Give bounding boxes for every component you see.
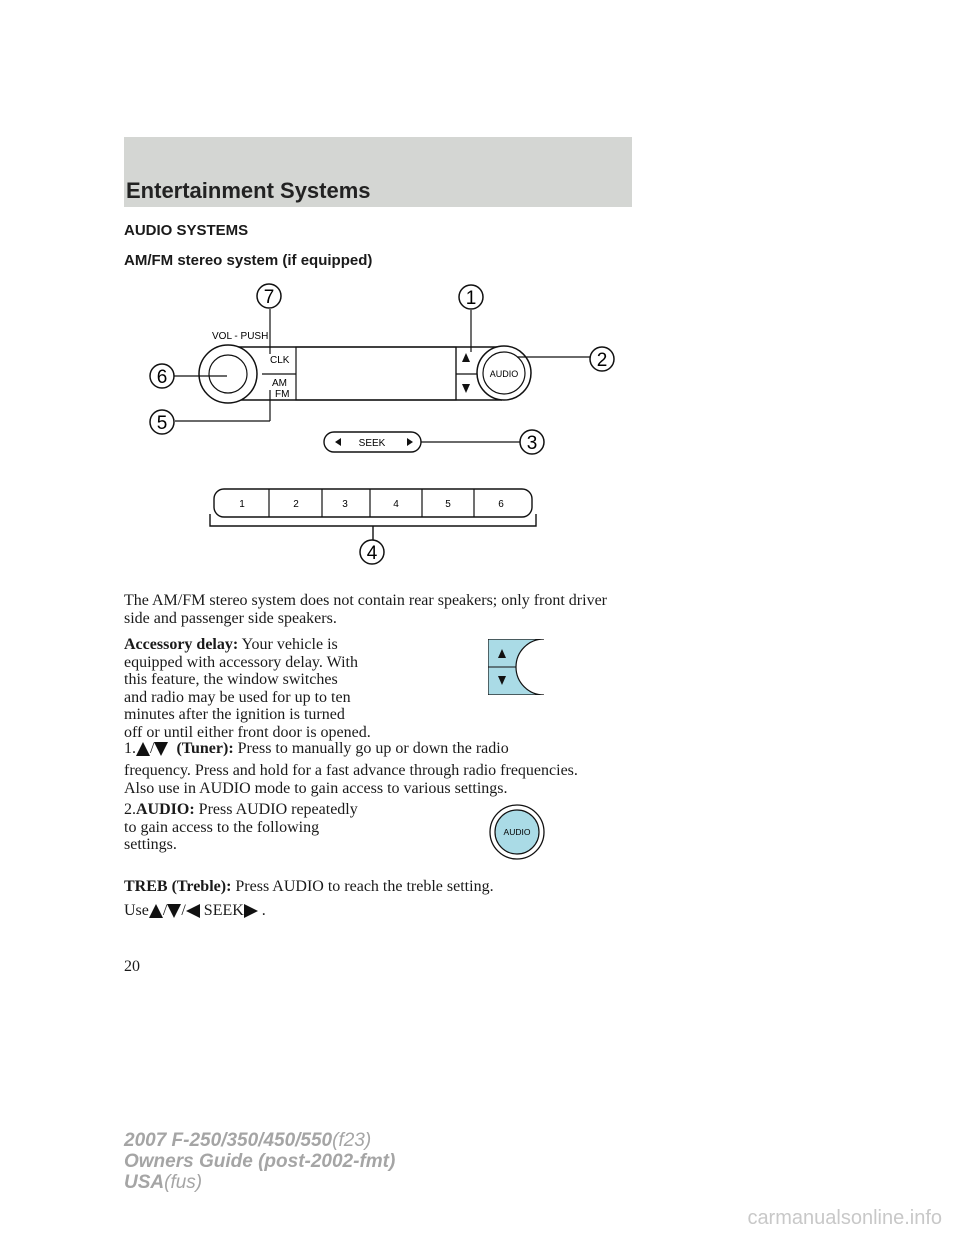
item2-number: 2. — [124, 801, 136, 818]
item1-term: (Tuner): — [176, 740, 234, 757]
treb-text: Press AUDIO to reach the treble setting. — [235, 878, 494, 895]
treb-term: TREB (Treble): — [124, 878, 232, 895]
audio-knob-label: AUDIO — [489, 369, 519, 379]
preset-3: 3 — [342, 499, 348, 510]
display-window — [296, 347, 456, 400]
item1-number: 1. — [124, 740, 136, 757]
section-heading: AUDIO SYSTEMS — [124, 222, 249, 239]
footer-region: USA — [124, 1172, 165, 1193]
seek-label: SEEK — [358, 438, 386, 449]
item1-first-line — [124, 740, 644, 758]
accessory-line-2: equipped with accessory delay. With — [124, 653, 358, 671]
section-subheading: AM/FM stereo system (if equipped) — [124, 252, 373, 269]
use-seek: SEEK — [203, 902, 244, 919]
callout-6 — [150, 364, 174, 388]
accessory-line-3: this feature, the window switches — [124, 671, 338, 689]
audio-knob-icon — [488, 803, 546, 861]
item2-paragraph — [124, 801, 464, 854]
accessory-line-1: Your vehicle is — [241, 636, 338, 653]
tuner-down-arrow — [462, 384, 470, 393]
fm-label: FM — [275, 389, 290, 400]
svg-text:AUDIO: AUDIO — [503, 827, 531, 837]
page-header-title: Entertainment Systems — [126, 178, 371, 203]
callout-1 — [459, 285, 483, 309]
footer-model: 2007 F-250/350/450/550 — [124, 1130, 333, 1151]
callout-4 — [360, 540, 384, 564]
clk-label: CLK — [270, 355, 290, 366]
up-arrow-icon — [136, 742, 150, 756]
footer-guide: Owners Guide (post-2002-fmt) — [124, 1151, 396, 1172]
item1-line-1: frequency. Press and hold for a fast advance through radio frequencies. — [124, 762, 578, 779]
footer-region-code: (fus) — [164, 1172, 203, 1193]
accessory-line-5: minutes after the ignition is turned — [124, 706, 345, 724]
radio-diagram — [124, 270, 624, 580]
accessory-paragraph — [124, 636, 464, 742]
svg-text:6: 6 — [156, 367, 168, 388]
svg-text:3: 3 — [526, 433, 538, 454]
use-slash-1: / — [162, 902, 168, 919]
tuner-up-arrow — [462, 353, 470, 362]
preset-bar — [214, 489, 532, 517]
callout-3 — [520, 430, 544, 454]
up-arrow-icon — [149, 904, 163, 918]
svg-text:1: 1 — [465, 288, 477, 309]
footer-model-code: (f23) — [332, 1130, 372, 1151]
page-number: 20 — [124, 958, 140, 975]
preset-1: 1 — [239, 499, 245, 510]
accessory-line-4: and radio may be used for up to ten — [124, 688, 351, 706]
am-label: AM — [272, 378, 287, 389]
item2-term: AUDIO: — [136, 801, 195, 818]
intro-paragraph: The AM/FM stereo system does not contain rear speakers; only front driver side and passenger side speakers. — [124, 592, 607, 627]
right-arrow-icon — [244, 904, 258, 918]
tuner-button-icon — [488, 639, 548, 695]
use-period: . — [261, 902, 266, 919]
item1-lead: Press to manually go up or down the radio — [237, 740, 509, 757]
use-line — [124, 902, 644, 920]
preset-bracket — [210, 514, 536, 540]
item2-line-1: Press AUDIO repeatedly — [198, 801, 358, 818]
callout-2 — [590, 347, 614, 371]
accessory-line-6: off or until either front door is opened. — [124, 723, 371, 741]
svg-text:4: 4 — [366, 543, 378, 564]
callout-7 — [257, 284, 281, 308]
volume-knob-inner — [209, 355, 247, 393]
preset-5: 5 — [445, 499, 451, 510]
svg-text:5: 5 — [156, 413, 168, 434]
preset-4: 4 — [393, 499, 399, 510]
callout-5 — [150, 410, 174, 434]
down-arrow-icon — [167, 904, 181, 918]
svg-text:7: 7 — [263, 287, 275, 308]
preset-2: 2 — [293, 499, 299, 510]
vol-push-label: VOL - PUSH — [212, 331, 269, 342]
svg-text:2: 2 — [596, 350, 608, 371]
preset-6: 6 — [498, 499, 504, 510]
use-slash-2: / — [181, 902, 186, 919]
footer — [124, 1130, 395, 1193]
watermark: carmanualsonline.info — [747, 1207, 942, 1229]
item1-body — [124, 762, 644, 797]
item2-line-3: settings. — [124, 836, 177, 854]
treb-paragraph — [124, 878, 644, 896]
item2-line-2: to gain access to the following — [124, 818, 320, 836]
left-arrow-icon — [186, 904, 200, 918]
down-arrow-icon — [154, 742, 168, 756]
item1-line-2: Also use in AUDIO mode to gain access to various settings. — [124, 779, 508, 797]
item1-slash: / — [150, 740, 155, 757]
accessory-term: Accessory delay: — [124, 636, 239, 653]
use-word: Use — [124, 902, 149, 919]
